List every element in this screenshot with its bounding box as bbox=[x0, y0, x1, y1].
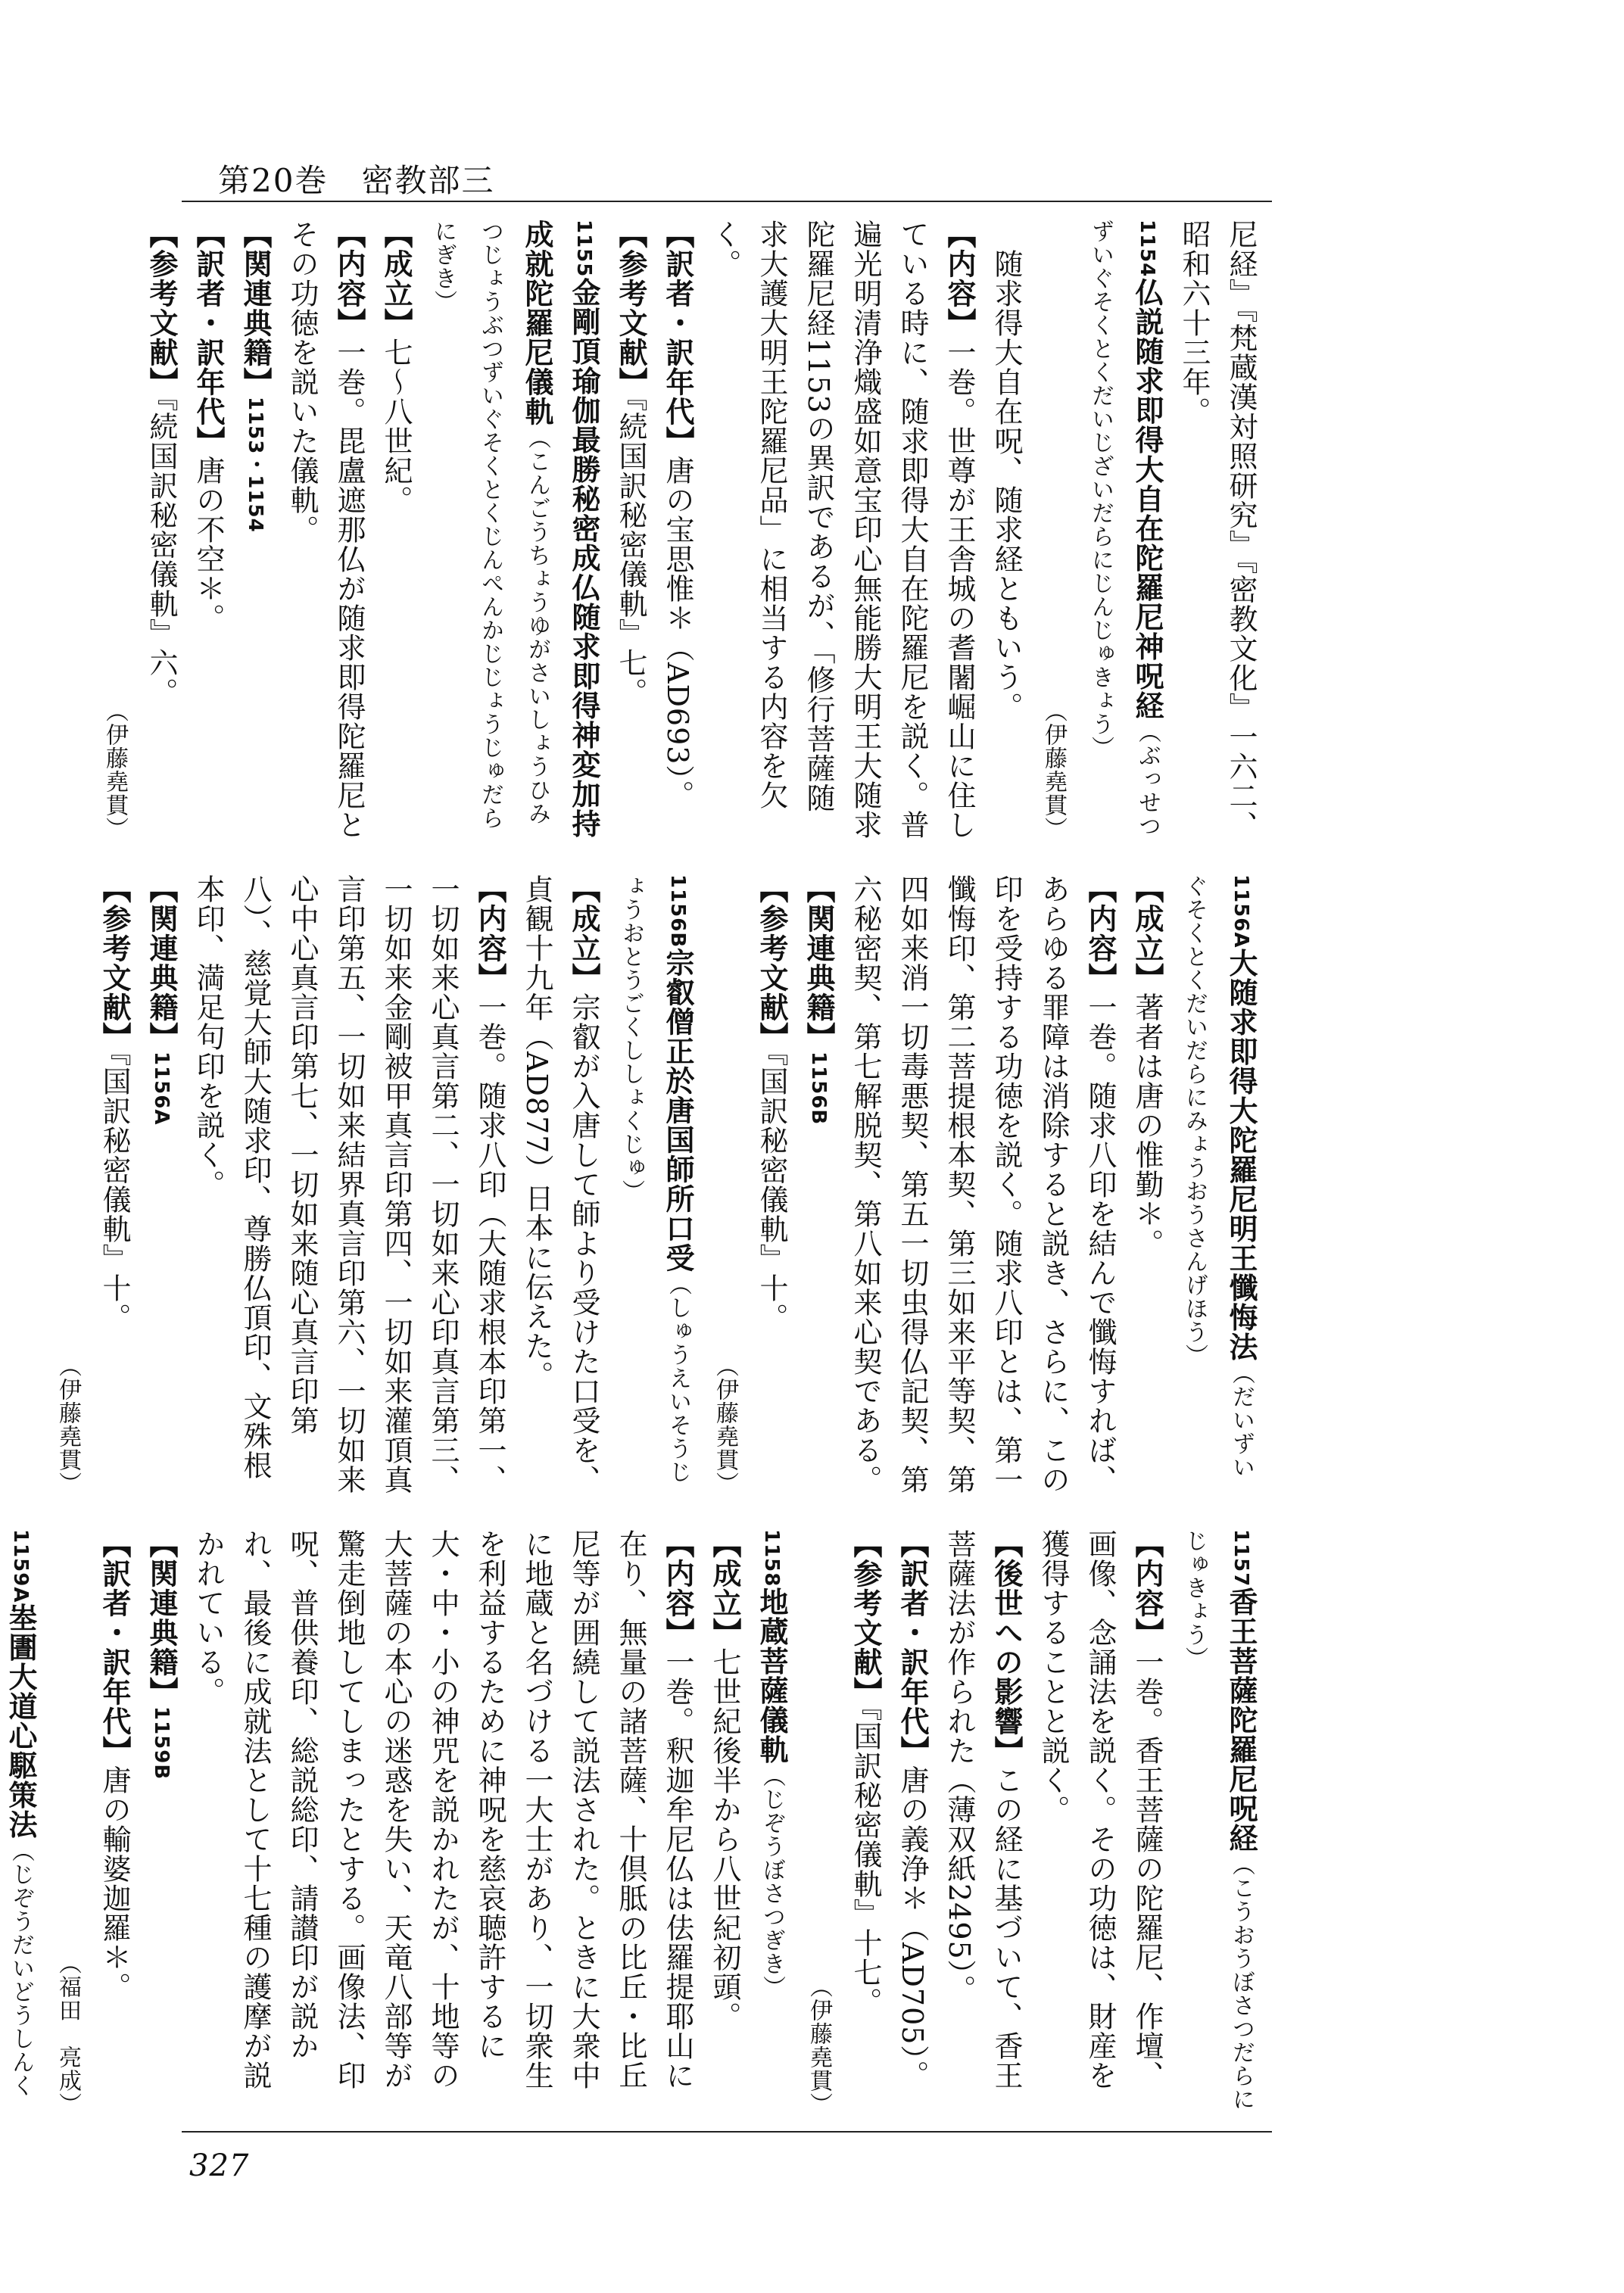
date-text: 宗叡が入唐して師より受けた口受を、貞観十九年（AD877）日本に伝えた。 bbox=[520, 874, 600, 1494]
date-label: 【成立】 bbox=[567, 874, 600, 992]
related-text: 1156B bbox=[807, 1051, 830, 1126]
content-text: 一巻。随求八印を結んで懺悔すれば、あらゆる罪障は消除すると説き、さらに、この印を受持する功徳を説く。随求八印とは、第一懺悔印、第二菩提根本契、第三如来平等契、第四如来消一切毒悪契、第五一切虫得仏記契、第六秘密契、第七解脱契、第八如来心契である。 bbox=[849, 874, 1117, 1494]
entry-number: 1155 bbox=[572, 220, 595, 278]
content-label: 【内容】 bbox=[332, 220, 366, 338]
related-label: 【関連典籍】 bbox=[145, 1529, 178, 1706]
translator-text: 唐の不空＊。 bbox=[192, 456, 225, 633]
content-label: 【内容】 bbox=[1083, 874, 1117, 992]
translator-text: 唐の輸婆迦羅＊。 bbox=[98, 1765, 131, 2002]
entry-reading: （しゅうえいそうじょうおとうごくししょくじゅ） bbox=[618, 874, 691, 1485]
text-band-1 bbox=[101, 220, 1264, 840]
translator-label: 【訳者・訳年代】 bbox=[192, 220, 225, 456]
entry-author: （伊藤堯貫） bbox=[1040, 699, 1067, 840]
entry-number: 1156A bbox=[1230, 874, 1252, 949]
text-band-2 bbox=[55, 874, 1264, 1495]
reference-text: 『国訳秘密儀軌』十七。 bbox=[849, 1706, 882, 2017]
reference-label: 【参考文献】 bbox=[849, 1529, 882, 1706]
date-label: 【成立】 bbox=[708, 1529, 741, 1647]
entry-author: （伊藤堯貫） bbox=[55, 1354, 81, 1495]
continuation-text: 尼経』『梵蔵漢対照研究』『密教文化』一六二、昭和六十三年。 bbox=[1177, 220, 1258, 840]
translator-text: 唐の義浄＊（AD705）。 bbox=[896, 1765, 929, 2090]
entry-title: 金剛頂瑜伽最勝秘密成仏随求即得神変加持成就陀羅尼儀軌 bbox=[520, 220, 600, 839]
reference-label: 【参考文献】 bbox=[98, 874, 131, 1051]
entry-title: 大随求即得大陀羅尼明王懺悔法 bbox=[1224, 948, 1258, 1362]
entry-reading: （じぞうぼさつぎき） bbox=[759, 1764, 785, 1999]
entry-author: （伊藤堯貫） bbox=[101, 699, 128, 840]
reference-text: 『国訳秘密儀軌』十。 bbox=[98, 1051, 131, 1332]
entry-reading: （だいずいぐそくとくだいだらにみょうおうさんげほう） bbox=[1181, 874, 1255, 1479]
date-text: 七世紀後半から八世紀初頭。 bbox=[708, 1647, 741, 2031]
entry-title: 仏説随求即得大自在陀羅尼神呪経 bbox=[1130, 277, 1164, 721]
entry-author: （伊藤堯貫） bbox=[712, 1354, 738, 1495]
entry-1158 bbox=[44, 1529, 795, 2116]
related-label: 【関連典籍】 bbox=[145, 874, 178, 1051]
entry-number: 1158 bbox=[760, 1529, 783, 1587]
related-label: 【関連典籍】 bbox=[238, 220, 272, 397]
reference-label: 【参考文献】 bbox=[755, 874, 788, 1051]
related-text: 1156A bbox=[150, 1051, 173, 1126]
entry-author: （福田 亮成） bbox=[55, 1952, 81, 2116]
content-label: 【内容】 bbox=[943, 220, 976, 338]
entry-reading: （ぶっせつずいぐそくとくだいじざいだらにじんじゅきょう） bbox=[1087, 220, 1161, 838]
influence-text: この経に基づいて、香王菩薩法が作られた（薄双紙2495）。 bbox=[943, 1529, 1023, 2090]
entry-1156a bbox=[701, 874, 1264, 1495]
influence-label: 【後世への影響】 bbox=[990, 1529, 1023, 1765]
entry-reading: （じぞうだいどうしんく bbox=[8, 1839, 34, 2098]
date-label: 【成立】 bbox=[379, 220, 413, 338]
entry-author: （伊藤堯貫） bbox=[806, 1975, 832, 2116]
entry-reading: （こうおうぼさつだらにじゅきょう） bbox=[1181, 1529, 1255, 2111]
section-label: 密教部三 bbox=[361, 162, 495, 199]
translator-text: 唐の宝思惟＊（AD693）。 bbox=[661, 456, 694, 810]
reference-label: 【参考文献】 bbox=[614, 220, 647, 397]
entry-title: 地蔵菩薩儀軌 bbox=[755, 1587, 788, 1765]
content-label: 【内容】 bbox=[1130, 1529, 1164, 1647]
entry-1155 bbox=[91, 220, 607, 840]
reference-label: 【参考文献】 bbox=[145, 220, 178, 397]
entry-number: 1157 bbox=[1230, 1529, 1252, 1587]
footer-rule bbox=[182, 2131, 1272, 2133]
translator-label: 【訳者・訳年代】 bbox=[661, 220, 694, 456]
entry-title: 峚圕大道心駆策法 bbox=[4, 1603, 37, 1840]
translator-label: 【訳者・訳年代】 bbox=[98, 1529, 131, 1765]
entry-number: 1159A bbox=[9, 1529, 32, 1603]
entry-1154 bbox=[607, 220, 1170, 840]
running-header bbox=[218, 156, 494, 201]
entry-number: 1154 bbox=[1136, 220, 1158, 278]
reference-text: 『続国訳秘密儀軌』六。 bbox=[145, 397, 178, 707]
content-text: 一巻。随求八印（大随求根本印第一、一切如来心真言第二、一切如来心印真言第三、一切如来金剛被甲真言印第四、一切如来灌頂真言印第五、一切如来結界真言印第六、一切如来心中心真言印第七、一切如来随心真言印第八）、慈覚大師大随求印、尊勝仏頂印、文殊根本印、満足句印を説く。 bbox=[192, 874, 507, 1494]
entry-title: 香王菩薩陀羅尼呪経 bbox=[1224, 1587, 1258, 1853]
date-text: 七～八世紀。 bbox=[379, 338, 413, 515]
reference-text: 『国訳秘密儀軌』十。 bbox=[755, 1051, 788, 1332]
content-text: 一巻。香王菩薩の陀羅尼、作壇、画像、念誦法を説く。その功徳は、財産を獲得することと説く。 bbox=[1036, 1529, 1164, 2090]
entry-number: 1156B bbox=[666, 874, 689, 949]
content-text: 一巻。世尊が王舎城の耆闍崛山に住している時に、随求即得大自在陀羅尼を説く。普遍光明清浄熾盛如意宝印心無能勝大明王大随求陀羅尼経1153の異訳であるが、「修行菩薩随求大護大明王陀羅尼品」に相当する内容を欠く。 bbox=[708, 220, 976, 840]
entry-alias: 随求得大自在呪、随求経ともいう。 bbox=[990, 249, 1023, 721]
entry-title: 宗叡僧正於唐国師所口受 bbox=[661, 948, 694, 1273]
entry-1156b bbox=[44, 874, 701, 1495]
content-text: 一巻。釈迦牟尼仏は佉羅提耶山に在り、無量の諸菩薩、十倶胝の比丘・比丘尼等が囲繞して説法された。ときに大衆中に地蔵と名づける一大士があり、一切衆生を利益するために神呪を慈哀聴許するに大・中・小の神咒を説かれたが、十地等の大菩薩の本心の迷惑を失い、天竜八部等が驚走倒地してしまったとする。画像法、印呪、普供養印、総説総印、請讃印が説かれ、最後に成就法として十七種の護摩が説かれている。 bbox=[192, 1529, 694, 2090]
related-label: 【関連典籍】 bbox=[802, 874, 835, 1051]
content-label: 【内容】 bbox=[661, 1529, 694, 1647]
content-label: 【内容】 bbox=[473, 874, 507, 992]
related-text: 1159B bbox=[150, 1706, 173, 1781]
date-label: 【成立】 bbox=[1130, 874, 1164, 992]
entry-1159a bbox=[0, 1529, 44, 2116]
related-text: 1153・1154 bbox=[244, 397, 267, 533]
translator-label: 【訳者・訳年代】 bbox=[896, 1529, 929, 1765]
text-band-3 bbox=[4, 1529, 1264, 2116]
entry-reading: （こんごうちょうゆがさいしょうひみつじょうぶつずいぐそくとくじんぺんかじじょうじゅだらにぎき） bbox=[430, 220, 550, 830]
content-text: 一巻。毘盧遮那仏が随求即得陀羅尼とその功徳を説いた儀軌。 bbox=[285, 220, 366, 840]
volume-label: 第20巻 bbox=[218, 162, 329, 199]
reference-text: 『続国訳秘密儀軌』七。 bbox=[614, 397, 647, 707]
date-text: 著者は唐の惟勤＊。 bbox=[1130, 992, 1164, 1258]
entry-1157 bbox=[795, 1529, 1264, 2116]
header-rule bbox=[182, 201, 1272, 202]
page-number: 327 bbox=[189, 2148, 250, 2183]
